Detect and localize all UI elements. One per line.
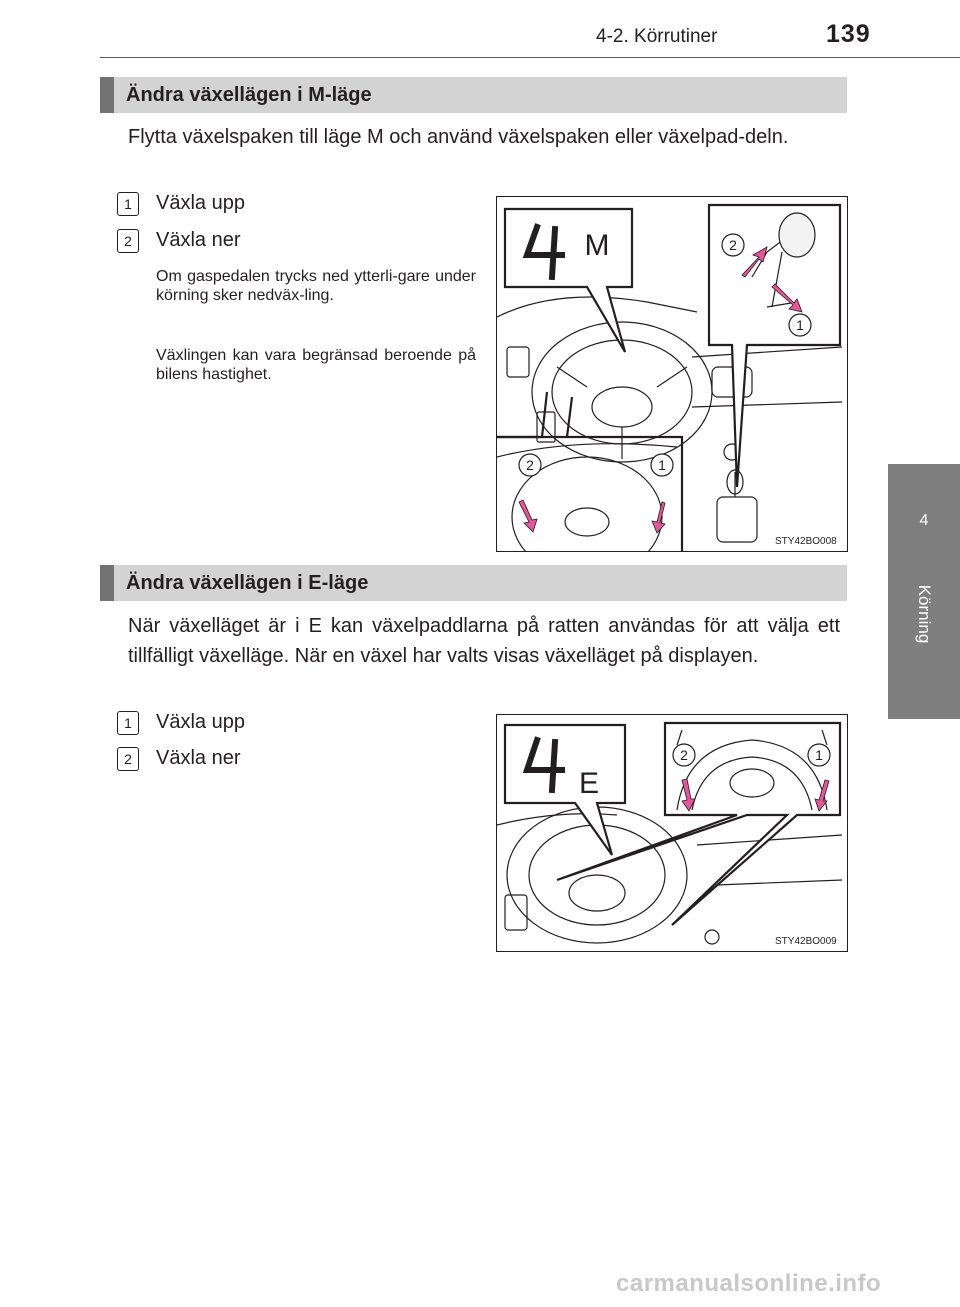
callout-1-lever: 1: [796, 317, 804, 333]
step-label: Växla upp: [156, 711, 245, 733]
step-number-badge: 1: [117, 192, 139, 216]
figure-m-illustration: [497, 197, 847, 551]
section-heading-e: [100, 565, 847, 601]
step-label: Växla ner: [156, 229, 241, 251]
figure-m-mode: [496, 196, 848, 552]
callout-1-paddle: 1: [815, 747, 823, 763]
header-rule: [100, 57, 960, 58]
figure-code: STY42BO009: [775, 936, 837, 947]
step-label: Växla ner: [156, 747, 241, 769]
note-speed-limit: Växlingen kan vara begränsad beroende på bilens hastighet.: [156, 347, 476, 383]
display-mode-letter-m: M: [584, 229, 610, 262]
note-downshift: Om gaspedalen trycks ned ytterli-gare under körning sker nedväx-ling.: [156, 268, 476, 304]
display-mode-letter-e: E: [578, 767, 600, 800]
chapter-number: 4: [919, 512, 929, 529]
figure-e-illustration: [497, 715, 847, 951]
section-e-intro: När växelläget är i E kan växelpaddlarna på ratten användas för att välja ett tillfälligt växelläge. När en växel har valts visas växelläget på displayen.: [128, 615, 840, 667]
step-number-badge: 2: [117, 229, 139, 253]
section-heading-m: [100, 77, 847, 113]
figure-code: STY42BO008: [775, 536, 837, 547]
section-heading-m-text: Ändra växellägen i M-läge: [126, 84, 372, 106]
callout-1-paddle: 1: [658, 457, 666, 473]
header-section-title: 4-2. Körrutiner: [596, 26, 718, 47]
callout-2-paddle: 2: [526, 457, 534, 473]
chapter-side-tab[interactable]: [888, 464, 960, 719]
section-heading-e-text: Ändra växellägen i E-läge: [126, 572, 369, 594]
watermark: carmanualsonline.info: [616, 1270, 882, 1297]
step-label: Växla upp: [156, 192, 245, 214]
callout-2-lever: 2: [729, 237, 737, 253]
page-number: 139: [826, 20, 871, 48]
figure-e-mode: [496, 714, 848, 952]
section-m-intro: Flytta växelspaken till läge M och använd växelspaken eller växelpad-deln.: [128, 126, 789, 148]
chapter-label: Körning: [915, 584, 934, 644]
callout-2-paddle: 2: [680, 747, 688, 763]
step-number-badge: 2: [117, 747, 139, 771]
step-number-badge: 1: [117, 711, 139, 735]
